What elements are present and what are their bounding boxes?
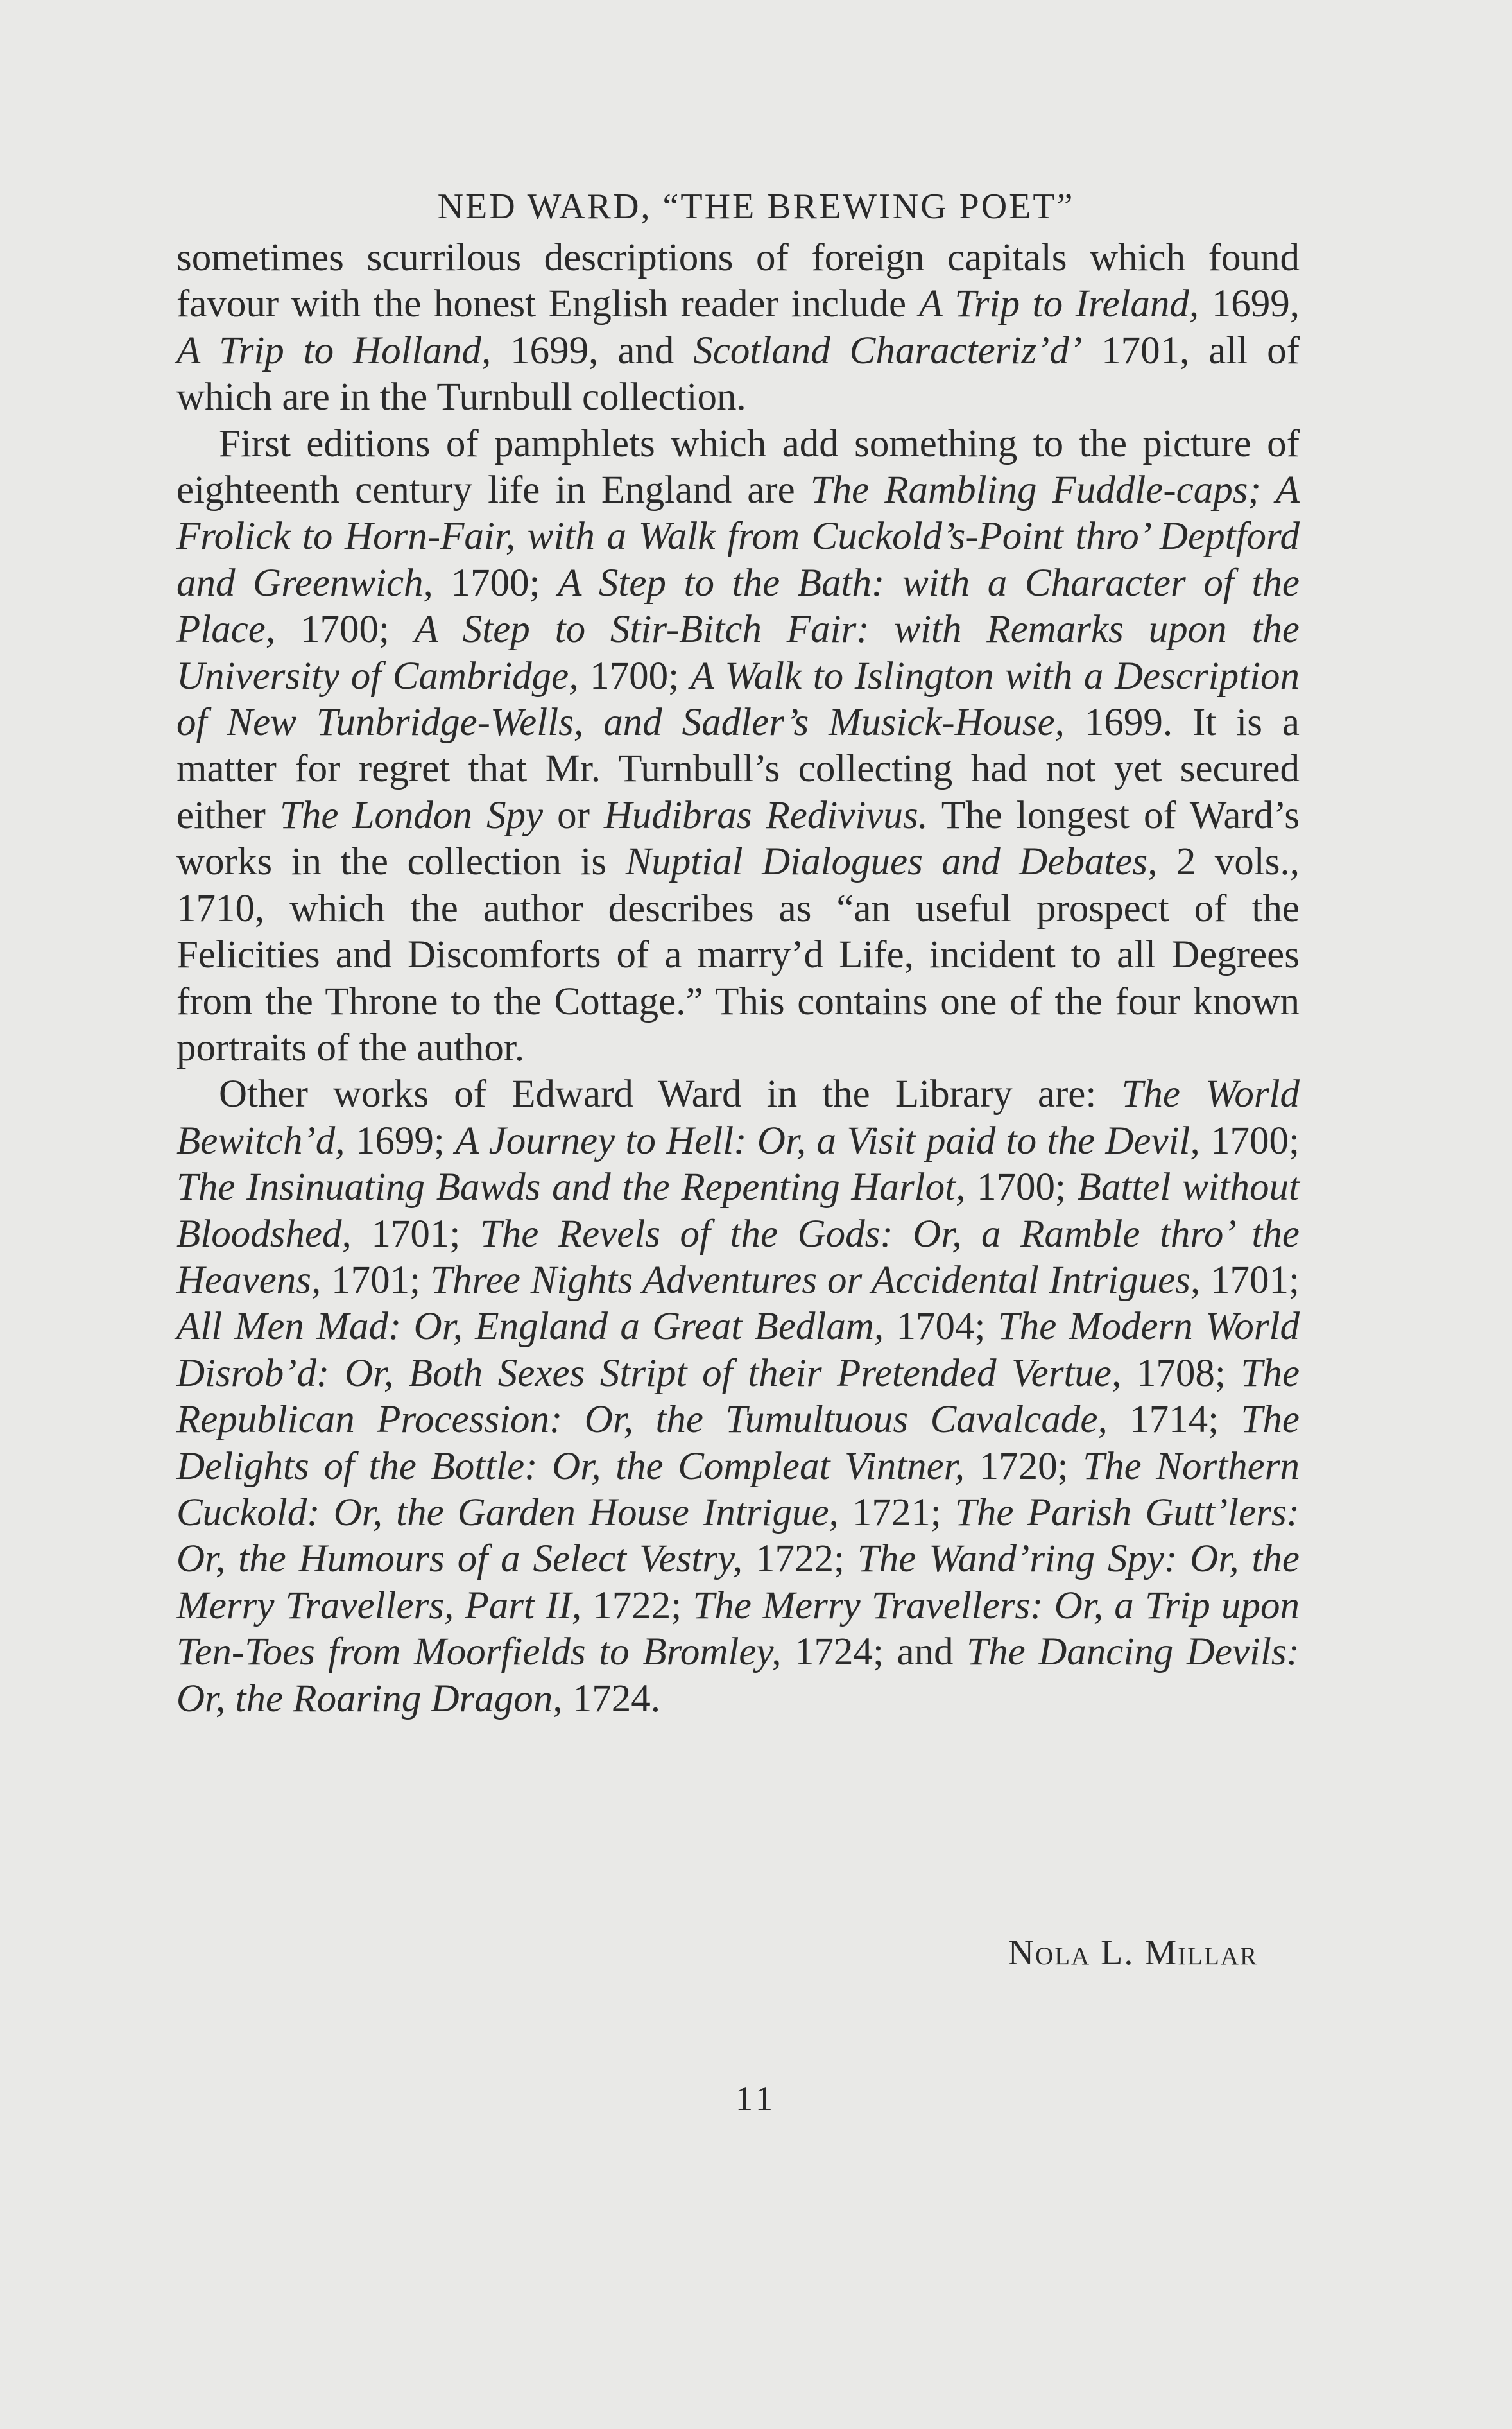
italic-title-text: A Trip to Holland, <box>176 329 492 372</box>
body-text-run: 1722; <box>743 1537 857 1581</box>
body-text-run: 1700; <box>275 608 415 652</box>
body-text-run: The longest of Ward’s works in the collection is <box>176 793 1300 884</box>
italic-title-text: Scotland Characteriz’d’ <box>693 329 1083 372</box>
article-body <box>176 235 1300 1722</box>
italic-title-text: The Revels of the Gods: Or, a Ramble thro’ the Heavens, <box>176 1212 1300 1302</box>
italic-title-text: The Dancing Devils: Or, the Roaring Dragon, <box>176 1630 1300 1720</box>
body-text-run: 1699, <box>1199 282 1300 326</box>
body-text-run: 1714; <box>1107 1398 1241 1442</box>
body-text-run: 1708; <box>1121 1351 1241 1395</box>
italic-title-text: Battel without Bloodshed, <box>176 1166 1300 1256</box>
body-text-run: 1699; <box>345 1119 456 1163</box>
italic-title-text: A Trip to Ireland, <box>918 282 1199 326</box>
italic-title-text: Hudibras Redivivus. <box>603 793 928 837</box>
body-text-run: 1700; <box>433 561 558 605</box>
italic-title-text: A Journey to Hell: Or, a Visit paid to the Devil, <box>455 1119 1200 1163</box>
body-text-run: or <box>543 793 604 837</box>
body-text-run: 1721; <box>838 1491 955 1534</box>
paragraph-2 <box>176 421 1300 1072</box>
body-text-run: 1699, and <box>491 329 694 372</box>
body-text-run: 1704; <box>884 1305 998 1349</box>
italic-title-text: Nuptial Dialogues and Debates, <box>625 840 1158 884</box>
italic-title-text: The Northern Cuckold: Or, the Garden House Intrigue, <box>176 1444 1300 1534</box>
body-text-run: 1700; <box>965 1166 1078 1209</box>
italic-title-text: The Rambling Fuddle-caps; A Frolick to Horn-Fair, with a Walk from Cuckold’s-Point thro’ Deptford and Greenwich, <box>176 469 1300 605</box>
italic-title-text: The Republican Procession: Or, the Tumultuous Cavalcade, <box>176 1351 1300 1442</box>
italic-title-text: The Insinuating Bawds and the Repenting Harlot, <box>176 1166 966 1209</box>
page-number: 11 <box>735 2079 777 2118</box>
body-text-run: Other works of Edward Ward in the Library are: <box>219 1073 1122 1116</box>
body-text-run: 1720; <box>964 1444 1083 1488</box>
italic-title-text: The Modern World Disrob’d: Or, Both Sexes Stript of their Pretended Vertue, <box>176 1305 1300 1395</box>
body-text-run: sometimes scurrilous descriptions of foreign capitals which found favour with the honest English reader include <box>176 236 1300 326</box>
running-head: NED WARD, “THE BREWING POET” <box>437 187 1075 227</box>
italic-title-text: The Delights of the Bottle: Or, the Compleat Vintner, <box>176 1398 1300 1488</box>
italic-title-text: The Wand’ring Spy: Or, the Merry Travellers, Part II, <box>176 1537 1300 1627</box>
body-text-run: 1700; <box>1199 1119 1300 1163</box>
italic-title-text: The Parish Gutt’lers: Or, the Humours of a Select Vestry, <box>176 1491 1300 1581</box>
italic-title-text: The World Bewitch’d, <box>176 1073 1300 1163</box>
author-signature <box>0 1932 1258 1973</box>
italic-title-text: All Men Mad: Or, England a Great Bedlam, <box>176 1305 884 1349</box>
body-text-run: 1700; <box>578 654 691 698</box>
italic-title-text: A Walk to Islington with a Description of New Tunbridge-Wells, and Sadler’s Musick-House, <box>176 654 1300 745</box>
body-text-run: 1701; <box>1200 1258 1300 1302</box>
paragraph-1 <box>176 235 1300 421</box>
italic-title-text: Three Nights Adventures or Accidental Intrigues, <box>430 1258 1201 1302</box>
body-text-run: 1724. <box>562 1677 661 1720</box>
italic-title-text: A Step to the Bath: with a Character of the Place, <box>176 561 1300 652</box>
italic-title-text: A Step to Stir-Bitch Fair: with Remarks upon the University of Cambridge, <box>176 608 1300 698</box>
author-name: Nola L. Millar <box>1008 1933 1258 1973</box>
body-text-run: 1701; <box>321 1258 431 1302</box>
paragraph-3 <box>176 1071 1300 1722</box>
body-text-run: 1701, all of which are in the Turnbull collection. <box>176 329 1300 419</box>
body-text-run: First editions of pamphlets which add something to the picture of eighteenth century life in England are <box>176 422 1300 512</box>
italic-title-text: The Merry Travellers: Or, a Trip upon Ten-Toes from Moorfields to Bromley, <box>176 1584 1300 1674</box>
italic-title-text: The London Spy <box>279 793 544 837</box>
body-text-run: 1699. It is a matter for regret that Mr. Turnbull’s collecting had not yet secured either <box>176 701 1300 837</box>
body-text-run: 1724; and <box>781 1630 967 1674</box>
body-text-run: 2 vols., 1710, which the author describes as “an useful prospect of the Felicities and Discomforts of a marry’d Life, incident to all Degrees from the Throne to the Cottage.” This contains one of the four known portraits of the author. <box>176 840 1300 1069</box>
body-text-run: 1701; <box>351 1212 480 1256</box>
body-text-run: 1722; <box>581 1584 693 1627</box>
